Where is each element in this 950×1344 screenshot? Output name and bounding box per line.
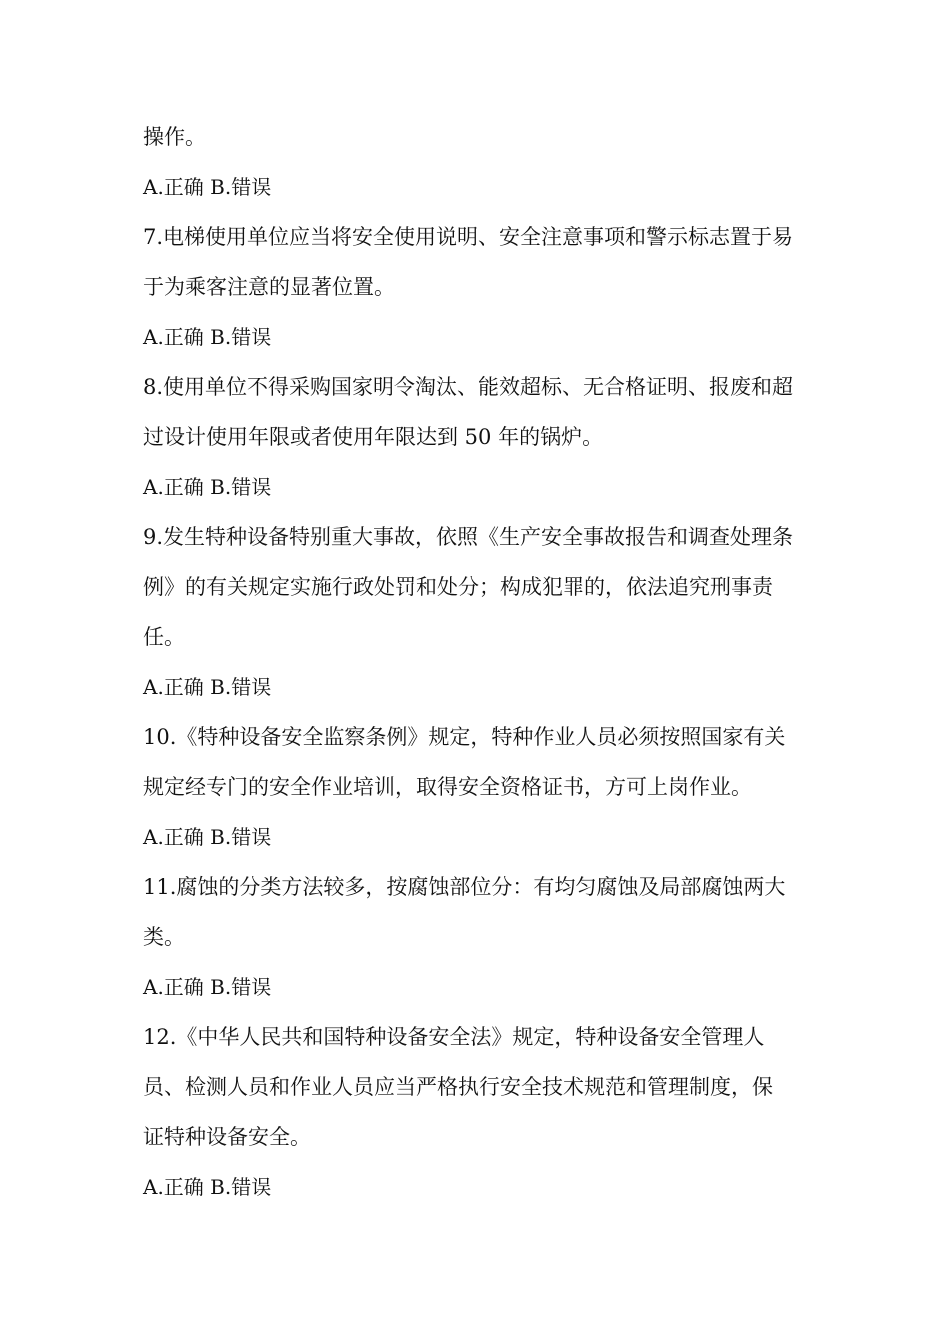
question-12-options: A.正确 B.错误 bbox=[143, 1175, 272, 1199]
question-6-text-end: 操作。 bbox=[143, 125, 206, 149]
question-7-text-line-1: 7.电梯使用单位应当将安全使用说明、安全注意事项和警示标志置于易 bbox=[143, 225, 794, 249]
question-8-options: A.正确 B.错误 bbox=[143, 475, 272, 499]
question-9-text-line-1: 9.发生特种设备特别重大事故，依照《生产安全事故报告和调查处理条 bbox=[143, 525, 794, 549]
question-8-text-line-1: 8.使用单位不得采购国家明令淘汰、能效超标、无合格证明、报废和超 bbox=[143, 375, 794, 399]
question-11-text-line-1: 11.腐蚀的分类方法较多，按腐蚀部位分：有均匀腐蚀及局部腐蚀两大 bbox=[143, 875, 786, 899]
question-8-text-line-2: 过设计使用年限或者使用年限达到 50 年的锅炉。 bbox=[143, 425, 604, 449]
question-7-text-line-2: 于为乘客注意的显著位置。 bbox=[143, 275, 395, 299]
question-12-text-line-1: 12.《中华人民共和国特种设备安全法》规定，特种设备安全管理人 bbox=[143, 1025, 765, 1049]
document-body bbox=[143, 112, 813, 1212]
question-12-text-line-3: 证特种设备安全。 bbox=[143, 1125, 311, 1149]
question-10-text-line-2: 规定经专门的安全作业培训，取得安全资格证书，方可上岗作业。 bbox=[143, 775, 752, 799]
question-10-options: A.正确 B.错误 bbox=[143, 825, 272, 849]
question-11-options: A.正确 B.错误 bbox=[143, 975, 272, 999]
question-6-options: A.正确 B.错误 bbox=[143, 175, 272, 199]
question-12-text-line-2: 员、检测人员和作业人员应当严格执行安全技术规范和管理制度，保 bbox=[143, 1075, 773, 1099]
question-9-text-line-3: 任。 bbox=[143, 625, 185, 649]
question-9-text-line-2: 例》的有关规定实施行政处罚和处分；构成犯罪的，依法追究刑事责 bbox=[143, 575, 773, 599]
question-11-text-line-2: 类。 bbox=[143, 925, 185, 949]
question-10-text-line-1: 10.《特种设备安全监察条例》规定，特种作业人员必须按照国家有关 bbox=[143, 725, 786, 749]
question-7-options: A.正确 B.错误 bbox=[143, 325, 272, 349]
question-9-options: A.正确 B.错误 bbox=[143, 675, 272, 699]
